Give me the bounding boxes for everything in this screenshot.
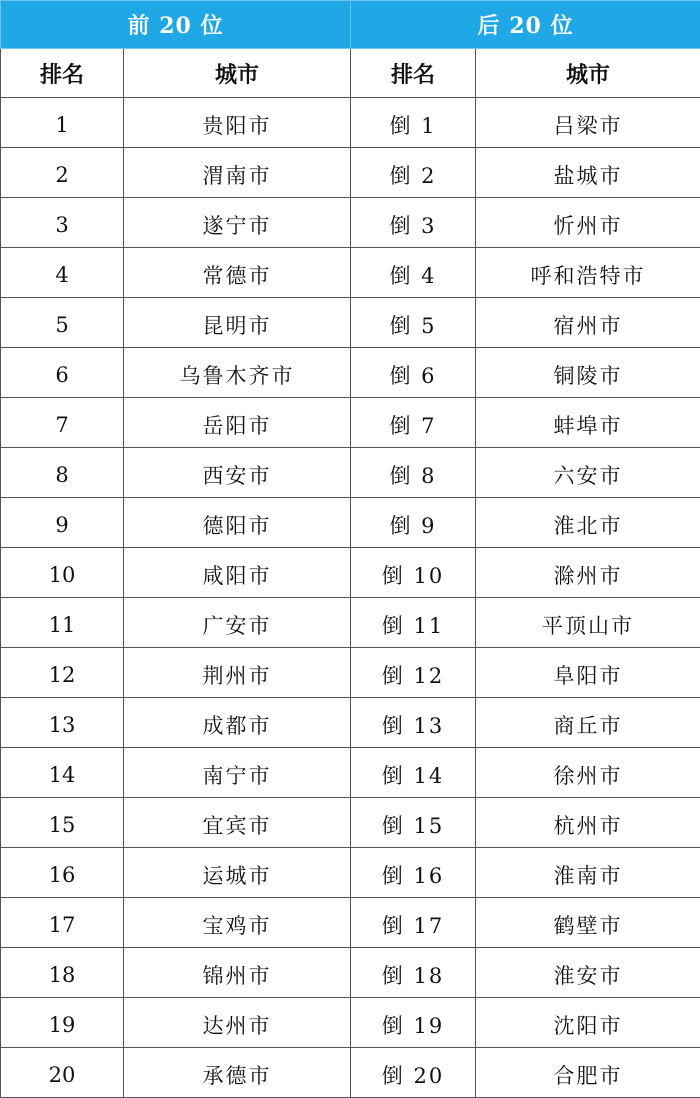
bottom-rank-cell: 倒 8 xyxy=(351,448,476,498)
top-city-cell: 锦州市 xyxy=(124,948,351,998)
top-rank-cell: 15 xyxy=(1,798,124,848)
bottom-city-cell: 滁州市 xyxy=(476,548,700,598)
top-rank-cell: 20 xyxy=(1,1048,124,1098)
bottom-city-cell: 杭州市 xyxy=(476,798,700,848)
bottom-city-cell: 蚌埠市 xyxy=(476,398,700,448)
bottom-rank-cell: 倒 5 xyxy=(351,298,476,348)
top-city-cell: 宜宾市 xyxy=(124,798,351,848)
top-rank-cell: 4 xyxy=(1,248,124,298)
bottom-rank-cell: 倒 10 xyxy=(351,548,476,598)
top-city-cell: 运城市 xyxy=(124,848,351,898)
top-city-cell: 广安市 xyxy=(124,598,351,648)
top-city-cell: 遂宁市 xyxy=(124,198,351,248)
top-city-cell: 荆州市 xyxy=(124,648,351,698)
city-column-header: 城市 xyxy=(476,49,700,98)
bottom-city-cell: 沈阳市 xyxy=(476,998,700,1048)
top-rank-cell: 1 xyxy=(1,98,124,148)
top-city-cell: 昆明市 xyxy=(124,298,351,348)
top-city-cell: 常德市 xyxy=(124,248,351,298)
table-row xyxy=(1,648,700,698)
top-rank-cell: 3 xyxy=(1,198,124,248)
top-city-cell: 南宁市 xyxy=(124,748,351,798)
bottom-rank-cell: 倒 2 xyxy=(351,148,476,198)
table-row xyxy=(1,498,700,548)
top-rank-cell: 18 xyxy=(1,948,124,998)
top-rank-cell: 14 xyxy=(1,748,124,798)
bottom-rank-cell: 倒 11 xyxy=(351,598,476,648)
bottom-city-cell: 吕梁市 xyxy=(476,98,700,148)
table-row xyxy=(1,548,700,598)
table-row xyxy=(1,148,700,198)
table-row xyxy=(1,848,700,898)
table-row xyxy=(1,398,700,448)
top-rank-cell: 10 xyxy=(1,548,124,598)
bottom-rank-cell: 倒 16 xyxy=(351,848,476,898)
bottom-city-cell: 平顶山市 xyxy=(476,598,700,648)
bottom-city-cell: 鹤壁市 xyxy=(476,898,700,948)
top-rank-cell: 8 xyxy=(1,448,124,498)
bottom-city-cell: 淮安市 xyxy=(476,948,700,998)
bottom-rank-cell: 倒 20 xyxy=(351,1048,476,1098)
table-row xyxy=(1,948,700,998)
column-header-row xyxy=(1,49,700,98)
top-city-cell: 贵阳市 xyxy=(124,98,351,148)
top-city-cell: 西安市 xyxy=(124,448,351,498)
table-row xyxy=(1,98,700,148)
top-rank-cell: 7 xyxy=(1,398,124,448)
table-row xyxy=(1,698,700,748)
bottom-rank-cell: 倒 18 xyxy=(351,948,476,998)
table-row xyxy=(1,298,700,348)
rank-column-header: 排名 xyxy=(351,49,476,98)
table-row xyxy=(1,1048,700,1098)
table-row xyxy=(1,248,700,298)
bottom-city-cell: 盐城市 xyxy=(476,148,700,198)
bottom-city-cell: 忻州市 xyxy=(476,198,700,248)
bottom-city-cell: 合肥市 xyxy=(476,1048,700,1098)
bottom-rank-cell: 倒 4 xyxy=(351,248,476,298)
top-rank-cell: 5 xyxy=(1,298,124,348)
table-row xyxy=(1,598,700,648)
bottom-city-cell: 六安市 xyxy=(476,448,700,498)
top-city-cell: 达州市 xyxy=(124,998,351,1048)
bottom-rank-cell: 倒 12 xyxy=(351,648,476,698)
table-body xyxy=(1,98,700,1098)
top-rank-cell: 17 xyxy=(1,898,124,948)
bottom-city-cell: 淮北市 xyxy=(476,498,700,548)
top-rank-cell: 11 xyxy=(1,598,124,648)
bottom-rank-cell: 倒 1 xyxy=(351,98,476,148)
bottom-rank-cell: 倒 13 xyxy=(351,698,476,748)
bottom-city-cell: 阜阳市 xyxy=(476,648,700,698)
top-city-cell: 乌鲁木齐市 xyxy=(124,348,351,398)
top-city-cell: 咸阳市 xyxy=(124,548,351,598)
bottom20-header: 后 20 位 xyxy=(351,1,700,49)
table-row xyxy=(1,798,700,848)
top-rank-cell: 2 xyxy=(1,148,124,198)
top20-header: 前 20 位 xyxy=(1,1,351,49)
table-row xyxy=(1,998,700,1048)
group-header-row xyxy=(1,1,700,49)
top-rank-cell: 12 xyxy=(1,648,124,698)
bottom-rank-cell: 倒 14 xyxy=(351,748,476,798)
bottom-rank-cell: 倒 17 xyxy=(351,898,476,948)
top-rank-cell: 9 xyxy=(1,498,124,548)
table-row xyxy=(1,348,700,398)
bottom-city-cell: 淮南市 xyxy=(476,848,700,898)
top-city-cell: 承德市 xyxy=(124,1048,351,1098)
table-row xyxy=(1,198,700,248)
top-city-cell: 德阳市 xyxy=(124,498,351,548)
bottom-rank-cell: 倒 6 xyxy=(351,348,476,398)
top-city-cell: 宝鸡市 xyxy=(124,898,351,948)
city-column-header: 城市 xyxy=(124,49,351,98)
bottom-city-cell: 商丘市 xyxy=(476,698,700,748)
bottom-rank-cell: 倒 3 xyxy=(351,198,476,248)
bottom-rank-cell: 倒 9 xyxy=(351,498,476,548)
top-rank-cell: 16 xyxy=(1,848,124,898)
rank-column-header: 排名 xyxy=(1,49,124,98)
bottom-rank-cell: 倒 19 xyxy=(351,998,476,1048)
bottom-city-cell: 宿州市 xyxy=(476,298,700,348)
table-row xyxy=(1,748,700,798)
top-rank-cell: 13 xyxy=(1,698,124,748)
bottom-city-cell: 铜陵市 xyxy=(476,348,700,398)
top-city-cell: 岳阳市 xyxy=(124,398,351,448)
bottom-rank-cell: 倒 15 xyxy=(351,798,476,848)
table-row xyxy=(1,448,700,498)
bottom-rank-cell: 倒 7 xyxy=(351,398,476,448)
top-rank-cell: 19 xyxy=(1,998,124,1048)
table-row xyxy=(1,898,700,948)
top-rank-cell: 6 xyxy=(1,348,124,398)
bottom-city-cell: 呼和浩特市 xyxy=(476,248,700,298)
top-city-cell: 渭南市 xyxy=(124,148,351,198)
top-city-cell: 成都市 xyxy=(124,698,351,748)
bottom-city-cell: 徐州市 xyxy=(476,748,700,798)
